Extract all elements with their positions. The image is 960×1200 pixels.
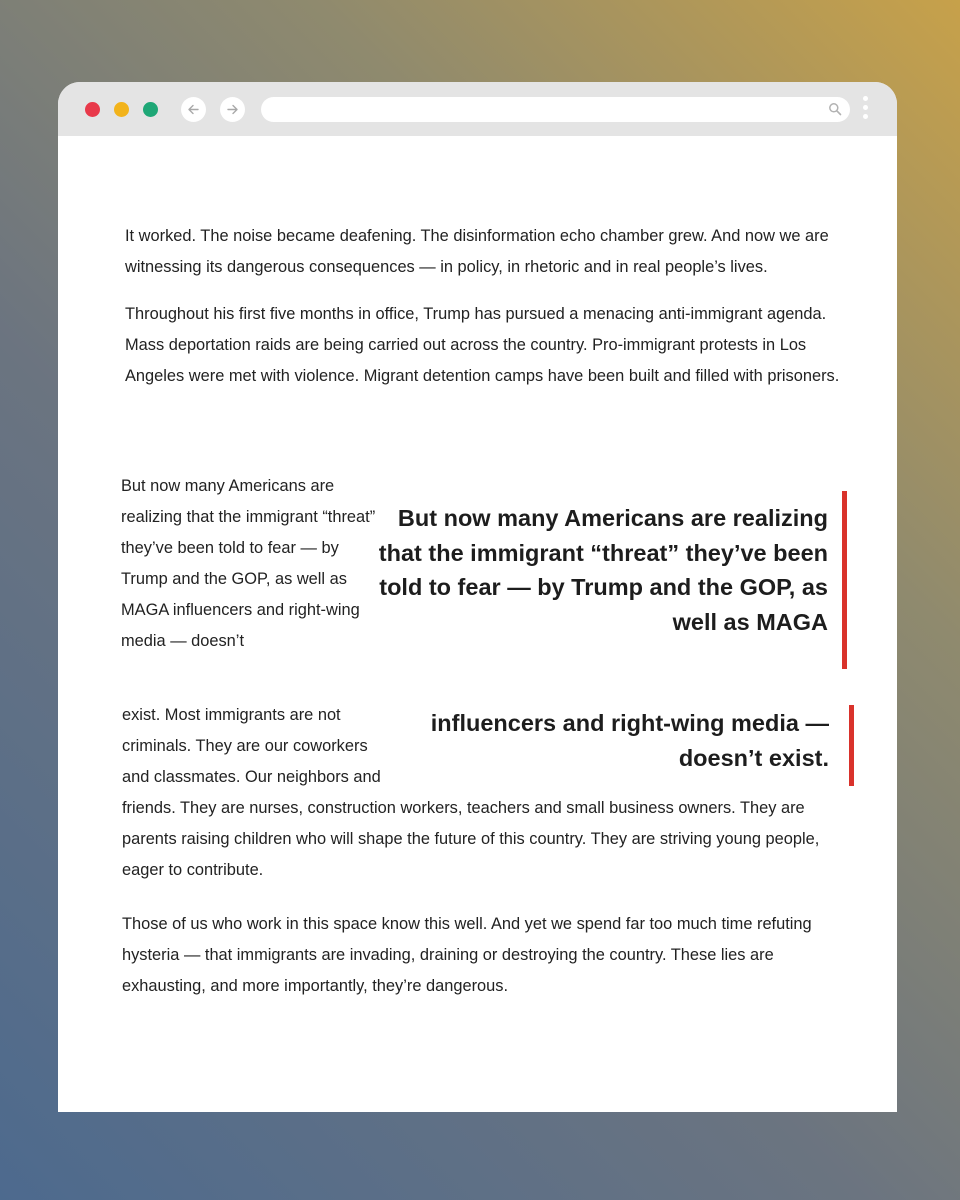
pull-quote-accent-bar <box>842 491 847 669</box>
article-content <box>58 136 897 1112</box>
arrow-right-icon <box>226 103 239 116</box>
pull-quote-continued: influencers and right-wing media — doesn’t exist. <box>430 710 829 771</box>
article-paragraph: It worked. The noise became deafening. The disinformation echo chamber grew. And now we are witnessing its dangerous consequences — in policy, in rhetoric and in real people’s lives. <box>125 227 829 276</box>
browser-window <box>58 82 897 1112</box>
article-paragraph: Throughout his first five months in office, Trump has pursued a menacing anti-immigrant agenda. Mass deportation raids are being carried out across the country. Pro-immigrant protests in Los Angeles were met with violence. Migrant detention camps have been built and filled with prisoners. <box>125 305 840 385</box>
browser-titlebar <box>58 82 897 136</box>
minimize-window-button[interactable] <box>114 102 129 117</box>
maximize-window-button[interactable] <box>143 102 158 117</box>
address-bar[interactable] <box>261 97 850 122</box>
close-window-button[interactable] <box>85 102 100 117</box>
kebab-menu-icon[interactable] <box>862 96 870 124</box>
pull-quote: But now many Americans are realizing that the immigrant “threat” they’ve been told to fear — by Trump and the GOP, as well as MAGA <box>378 505 828 635</box>
forward-button[interactable] <box>220 97 245 122</box>
article-paragraph: But now many Americans are realizing that the immigrant “threat” they’ve been told to fear — by Trump and the GOP, as well as MAGA influencers and right-wing media — doesn’t <box>121 477 376 650</box>
pull-quote-wrap-spacer <box>382 700 852 793</box>
article-paragraph: exist. Most immigrants are not criminals. They are our coworkers and classmates. Our neighbors and friends. They are nurses, construction workers, teachers and small business owners. They are parents raising children who will shape the future of this country. They are striving young people, eager to contribute. <box>122 700 852 886</box>
article-paragraph: Those of us who work in this space know this well. And yet we spend far too much time refuting hysteria — that immigrants are invading, draining or destroying the country. These lies are exhausting, and more importantly, they’re dangerous. <box>122 915 812 995</box>
back-button[interactable] <box>181 97 206 122</box>
arrow-left-icon <box>187 103 200 116</box>
search-icon[interactable] <box>828 102 842 116</box>
